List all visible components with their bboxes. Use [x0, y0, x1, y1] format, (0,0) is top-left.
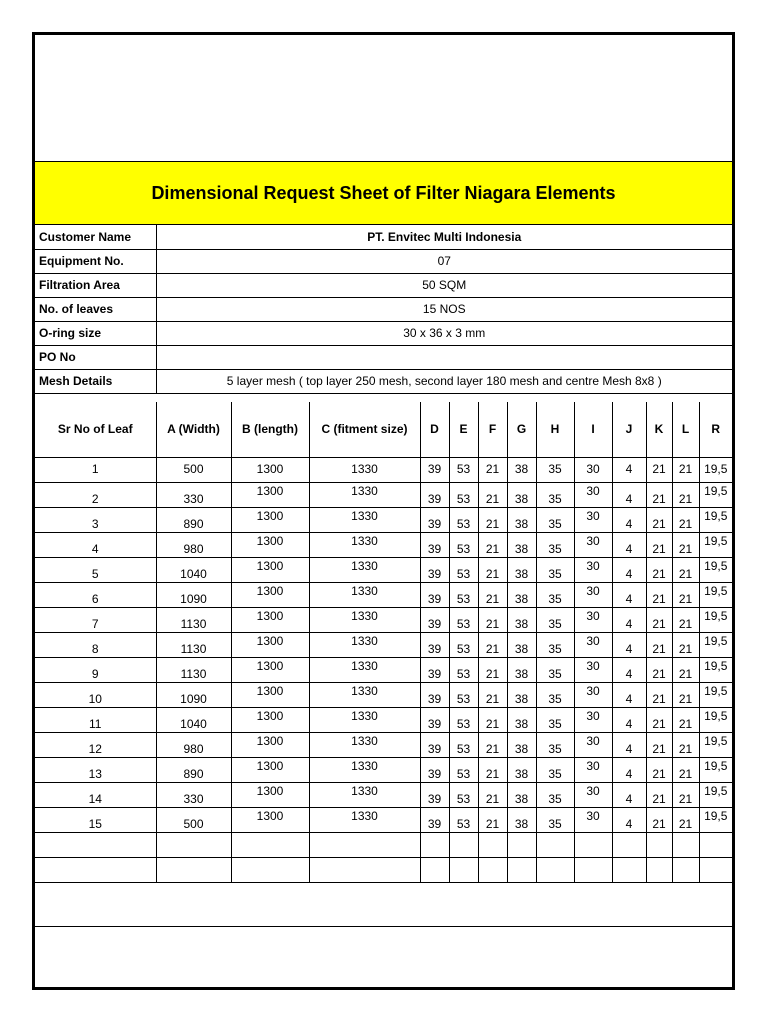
table-cell: 21 — [478, 582, 507, 607]
table-cell: 21 — [672, 507, 699, 532]
table-cell: 21 — [672, 682, 699, 707]
table-cell: 38 — [507, 707, 536, 732]
empty-cell — [536, 857, 574, 882]
table-cell: 21 — [478, 532, 507, 557]
info-label: Mesh Details — [35, 369, 156, 393]
table-cell: 7 — [35, 607, 156, 632]
table-cell: 30 — [574, 507, 612, 532]
table-cell: 1130 — [156, 657, 231, 682]
table-cell: 38 — [507, 807, 536, 832]
table-cell: 1330 — [309, 732, 420, 757]
empty-row — [35, 832, 732, 857]
table-cell: 39 — [420, 557, 449, 582]
table-cell: 38 — [507, 782, 536, 807]
table-cell: 4 — [612, 757, 646, 782]
info-value: PT. Envitec Multi Indonesia — [156, 225, 732, 249]
table-cell: 4 — [612, 457, 646, 482]
table-cell: 53 — [449, 657, 478, 682]
table-cell: 39 — [420, 807, 449, 832]
table-cell: 890 — [156, 507, 231, 532]
table-cell: 35 — [536, 757, 574, 782]
info-table — [35, 225, 732, 394]
table-cell: 38 — [507, 582, 536, 607]
column-header: I — [574, 402, 612, 457]
table-cell: 15 — [35, 807, 156, 832]
column-header: J — [612, 402, 646, 457]
table-cell: 21 — [672, 482, 699, 507]
empty-cell — [449, 832, 478, 857]
table-cell: 21 — [646, 482, 672, 507]
table-cell: 35 — [536, 482, 574, 507]
table-cell: 980 — [156, 532, 231, 557]
empty-cell — [449, 857, 478, 882]
table-cell: 39 — [420, 457, 449, 482]
table-cell: 1300 — [231, 807, 309, 832]
column-header: B (length) — [231, 402, 309, 457]
table-cell: 53 — [449, 582, 478, 607]
empty-cell — [612, 857, 646, 882]
table-cell: 21 — [672, 582, 699, 607]
table-cell: 1300 — [231, 732, 309, 757]
info-row — [35, 273, 732, 297]
empty-cell — [420, 857, 449, 882]
table-cell: 21 — [646, 582, 672, 607]
table-row — [35, 682, 732, 707]
table-cell: 4 — [612, 582, 646, 607]
column-header: F — [478, 402, 507, 457]
table-cell: 53 — [449, 457, 478, 482]
table-cell: 19,5 — [699, 782, 732, 807]
table-cell: 1130 — [156, 632, 231, 657]
table-cell: 21 — [646, 632, 672, 657]
table-cell: 21 — [646, 707, 672, 732]
table-cell: 39 — [420, 632, 449, 657]
table-cell: 1300 — [231, 532, 309, 557]
table-cell: 1300 — [231, 782, 309, 807]
table-cell: 30 — [574, 457, 612, 482]
table-row — [35, 507, 732, 532]
table-cell: 19,5 — [699, 807, 732, 832]
info-value: 30 x 36 x 3 mm — [156, 321, 732, 345]
table-cell: 500 — [156, 457, 231, 482]
table-cell: 53 — [449, 607, 478, 632]
table-cell: 53 — [449, 482, 478, 507]
table-cell: 19,5 — [699, 482, 732, 507]
table-cell: 1300 — [231, 607, 309, 632]
info-label: PO No — [35, 345, 156, 369]
table-cell: 19,5 — [699, 532, 732, 557]
table-cell: 53 — [449, 532, 478, 557]
table-cell: 4 — [612, 507, 646, 532]
empty-cell — [420, 832, 449, 857]
table-cell: 19,5 — [699, 732, 732, 757]
table-cell: 9 — [35, 657, 156, 682]
table-cell: 38 — [507, 557, 536, 582]
table-cell: 30 — [574, 682, 612, 707]
table-cell: 35 — [536, 607, 574, 632]
table-row — [35, 807, 732, 832]
info-value: 15 NOS — [156, 297, 732, 321]
table-cell: 1330 — [309, 582, 420, 607]
table-cell: 30 — [574, 782, 612, 807]
table-cell: 21 — [478, 607, 507, 632]
table-cell: 2 — [35, 482, 156, 507]
table-cell: 1130 — [156, 607, 231, 632]
title-band — [35, 161, 732, 225]
empty-cell — [478, 857, 507, 882]
table-cell: 38 — [507, 482, 536, 507]
table-cell: 21 — [478, 482, 507, 507]
table-cell: 21 — [646, 507, 672, 532]
table-cell: 1300 — [231, 582, 309, 607]
table-cell: 1040 — [156, 707, 231, 732]
dimensional-request-sheet — [32, 32, 735, 990]
column-header: A (Width) — [156, 402, 231, 457]
table-cell: 30 — [574, 632, 612, 657]
table-cell: 30 — [574, 657, 612, 682]
info-label: O-ring size — [35, 321, 156, 345]
table-cell: 21 — [672, 607, 699, 632]
column-header: C (fitment size) — [309, 402, 420, 457]
column-header: H — [536, 402, 574, 457]
table-cell: 35 — [536, 507, 574, 532]
empty-cell — [156, 832, 231, 857]
column-header: L — [672, 402, 699, 457]
table-cell: 53 — [449, 632, 478, 657]
empty-cell — [612, 832, 646, 857]
table-cell: 330 — [156, 482, 231, 507]
info-label: No. of leaves — [35, 297, 156, 321]
table-cell: 19,5 — [699, 657, 732, 682]
empty-cell — [35, 857, 156, 882]
table-cell: 30 — [574, 582, 612, 607]
table-cell: 35 — [536, 732, 574, 757]
table-cell: 21 — [672, 657, 699, 682]
table-cell: 39 — [420, 532, 449, 557]
table-cell: 4 — [612, 807, 646, 832]
table-cell: 39 — [420, 782, 449, 807]
table-cell: 1330 — [309, 507, 420, 532]
table-cell: 35 — [536, 457, 574, 482]
table-row — [35, 457, 732, 482]
table-cell: 19,5 — [699, 582, 732, 607]
table-cell: 21 — [672, 457, 699, 482]
empty-cell — [156, 857, 231, 882]
empty-cell — [478, 832, 507, 857]
table-cell: 21 — [646, 557, 672, 582]
table-cell: 4 — [35, 532, 156, 557]
column-header: K — [646, 402, 672, 457]
table-cell: 39 — [420, 732, 449, 757]
footer-divider — [35, 926, 732, 927]
table-cell: 19,5 — [699, 457, 732, 482]
table-cell: 21 — [478, 782, 507, 807]
table-cell: 1300 — [231, 457, 309, 482]
empty-cell — [699, 857, 732, 882]
info-row — [35, 225, 732, 249]
table-cell: 30 — [574, 707, 612, 732]
table-cell: 21 — [478, 682, 507, 707]
table-row — [35, 582, 732, 607]
table-cell: 19,5 — [699, 557, 732, 582]
table-cell: 1090 — [156, 682, 231, 707]
table-cell: 39 — [420, 582, 449, 607]
table-cell: 39 — [420, 707, 449, 732]
column-header: G — [507, 402, 536, 457]
table-cell: 53 — [449, 782, 478, 807]
empty-cell — [536, 832, 574, 857]
table-cell: 39 — [420, 657, 449, 682]
table-cell: 38 — [507, 632, 536, 657]
info-value — [156, 345, 732, 369]
table-cell: 30 — [574, 532, 612, 557]
table-cell: 21 — [478, 457, 507, 482]
table-cell: 21 — [646, 757, 672, 782]
table-cell: 38 — [507, 532, 536, 557]
table-cell: 53 — [449, 732, 478, 757]
table-cell: 30 — [574, 807, 612, 832]
info-label: Filtration Area — [35, 273, 156, 297]
table-cell: 38 — [507, 682, 536, 707]
table-cell: 35 — [536, 782, 574, 807]
table-cell: 53 — [449, 757, 478, 782]
empty-row — [35, 857, 732, 882]
info-label: Equipment No. — [35, 249, 156, 273]
table-cell: 35 — [536, 557, 574, 582]
table-cell: 19,5 — [699, 682, 732, 707]
info-row — [35, 345, 732, 369]
table-cell: 19,5 — [699, 707, 732, 732]
table-cell: 4 — [612, 707, 646, 732]
table-cell: 13 — [35, 757, 156, 782]
table-cell: 38 — [507, 607, 536, 632]
table-cell: 19,5 — [699, 507, 732, 532]
table-cell: 1300 — [231, 632, 309, 657]
table-cell: 1300 — [231, 657, 309, 682]
table-cell: 35 — [536, 657, 574, 682]
table-cell: 21 — [646, 807, 672, 832]
table-cell: 890 — [156, 757, 231, 782]
table-cell: 21 — [478, 632, 507, 657]
table-cell: 39 — [420, 757, 449, 782]
table-cell: 53 — [449, 507, 478, 532]
table-cell: 4 — [612, 782, 646, 807]
empty-cell — [507, 832, 536, 857]
table-cell: 4 — [612, 657, 646, 682]
table-cell: 21 — [672, 557, 699, 582]
table-cell: 30 — [574, 557, 612, 582]
table-cell: 21 — [478, 657, 507, 682]
table-cell: 21 — [646, 682, 672, 707]
empty-cell — [574, 832, 612, 857]
table-row — [35, 482, 732, 507]
info-row — [35, 321, 732, 345]
table-row — [35, 732, 732, 757]
table-cell: 1300 — [231, 557, 309, 582]
empty-cell — [231, 857, 309, 882]
table-cell: 21 — [672, 632, 699, 657]
table-cell: 30 — [574, 757, 612, 782]
table-cell: 1300 — [231, 707, 309, 732]
empty-cell — [646, 857, 672, 882]
table-cell: 19,5 — [699, 607, 732, 632]
table-cell: 1330 — [309, 607, 420, 632]
table-cell: 35 — [536, 632, 574, 657]
table-cell: 21 — [672, 757, 699, 782]
table-cell: 4 — [612, 682, 646, 707]
table-cell: 21 — [478, 757, 507, 782]
table-cell: 980 — [156, 732, 231, 757]
table-cell: 21 — [672, 532, 699, 557]
table-cell: 1330 — [309, 657, 420, 682]
table-cell: 21 — [646, 657, 672, 682]
table-cell: 39 — [420, 507, 449, 532]
empty-cell — [507, 857, 536, 882]
table-row — [35, 532, 732, 557]
table-cell: 1330 — [309, 807, 420, 832]
column-header: D — [420, 402, 449, 457]
table-cell: 330 — [156, 782, 231, 807]
info-row — [35, 249, 732, 273]
table-cell: 35 — [536, 682, 574, 707]
table-cell: 38 — [507, 732, 536, 757]
table-cell: 53 — [449, 682, 478, 707]
table-cell: 35 — [536, 807, 574, 832]
table-cell: 21 — [646, 782, 672, 807]
table-cell: 1330 — [309, 632, 420, 657]
table-cell: 30 — [574, 482, 612, 507]
table-cell: 1330 — [309, 757, 420, 782]
table-cell: 21 — [646, 607, 672, 632]
table-cell: 1330 — [309, 457, 420, 482]
table-cell: 53 — [449, 557, 478, 582]
table-cell: 21 — [672, 782, 699, 807]
table-cell: 35 — [536, 582, 574, 607]
table-cell: 8 — [35, 632, 156, 657]
table-cell: 1040 — [156, 557, 231, 582]
table-cell: 4 — [612, 557, 646, 582]
table-row — [35, 607, 732, 632]
sheet-title: Dimensional Request Sheet of Filter Niagara Elements — [151, 182, 616, 203]
table-cell: 21 — [478, 732, 507, 757]
empty-cell — [231, 832, 309, 857]
table-cell: 19,5 — [699, 757, 732, 782]
table-cell: 21 — [672, 707, 699, 732]
table-cell: 4 — [612, 732, 646, 757]
table-cell: 30 — [574, 607, 612, 632]
table-cell: 1 — [35, 457, 156, 482]
table-cell: 1330 — [309, 782, 420, 807]
table-cell: 35 — [536, 707, 574, 732]
info-value: 50 SQM — [156, 273, 732, 297]
info-value: 07 — [156, 249, 732, 273]
info-row — [35, 297, 732, 321]
table-cell: 12 — [35, 732, 156, 757]
table-row — [35, 632, 732, 657]
table-cell: 38 — [507, 507, 536, 532]
table-header-row — [35, 402, 732, 457]
empty-cell — [309, 832, 420, 857]
empty-cell — [672, 857, 699, 882]
table-cell: 21 — [672, 807, 699, 832]
empty-cell — [574, 857, 612, 882]
table-cell: 39 — [420, 482, 449, 507]
info-row — [35, 369, 732, 393]
table-cell: 1300 — [231, 757, 309, 782]
table-cell: 1090 — [156, 582, 231, 607]
table-row — [35, 757, 732, 782]
table-cell: 3 — [35, 507, 156, 532]
table-cell: 1330 — [309, 557, 420, 582]
table-cell: 21 — [478, 507, 507, 532]
table-cell: 53 — [449, 807, 478, 832]
table-cell: 4 — [612, 607, 646, 632]
table-row — [35, 657, 732, 682]
table-cell: 14 — [35, 782, 156, 807]
table-cell: 39 — [420, 607, 449, 632]
empty-cell — [699, 832, 732, 857]
table-cell: 39 — [420, 682, 449, 707]
table-cell: 53 — [449, 707, 478, 732]
info-label: Customer Name — [35, 225, 156, 249]
table-cell: 11 — [35, 707, 156, 732]
table-cell: 30 — [574, 732, 612, 757]
table-cell: 1300 — [231, 482, 309, 507]
table-cell: 21 — [646, 732, 672, 757]
table-cell: 21 — [478, 807, 507, 832]
empty-cell — [672, 832, 699, 857]
table-row — [35, 707, 732, 732]
table-cell: 1300 — [231, 507, 309, 532]
table-cell: 21 — [478, 707, 507, 732]
table-row — [35, 557, 732, 582]
table-cell: 21 — [672, 732, 699, 757]
table-cell: 1330 — [309, 532, 420, 557]
table-cell: 38 — [507, 457, 536, 482]
table-cell: 21 — [478, 557, 507, 582]
column-header: E — [449, 402, 478, 457]
column-header: Sr No of Leaf — [35, 402, 156, 457]
table-cell: 1330 — [309, 682, 420, 707]
leaf-dimensions-table — [35, 402, 732, 883]
table-cell: 21 — [646, 457, 672, 482]
table-cell: 10 — [35, 682, 156, 707]
table-cell: 1300 — [231, 682, 309, 707]
table-cell: 38 — [507, 657, 536, 682]
table-cell: 4 — [612, 482, 646, 507]
table-cell: 38 — [507, 757, 536, 782]
column-header: R — [699, 402, 732, 457]
table-cell: 6 — [35, 582, 156, 607]
empty-cell — [35, 832, 156, 857]
table-cell: 1330 — [309, 707, 420, 732]
table-row — [35, 782, 732, 807]
table-cell: 4 — [612, 632, 646, 657]
table-cell: 1330 — [309, 482, 420, 507]
table-cell: 35 — [536, 532, 574, 557]
table-cell: 500 — [156, 807, 231, 832]
table-cell: 4 — [612, 532, 646, 557]
table-cell: 5 — [35, 557, 156, 582]
empty-cell — [309, 857, 420, 882]
empty-cell — [646, 832, 672, 857]
table-cell: 19,5 — [699, 632, 732, 657]
info-value: 5 layer mesh ( top layer 250 mesh, second layer 180 mesh and centre Mesh 8x8 ) — [156, 369, 732, 393]
table-cell: 21 — [646, 532, 672, 557]
